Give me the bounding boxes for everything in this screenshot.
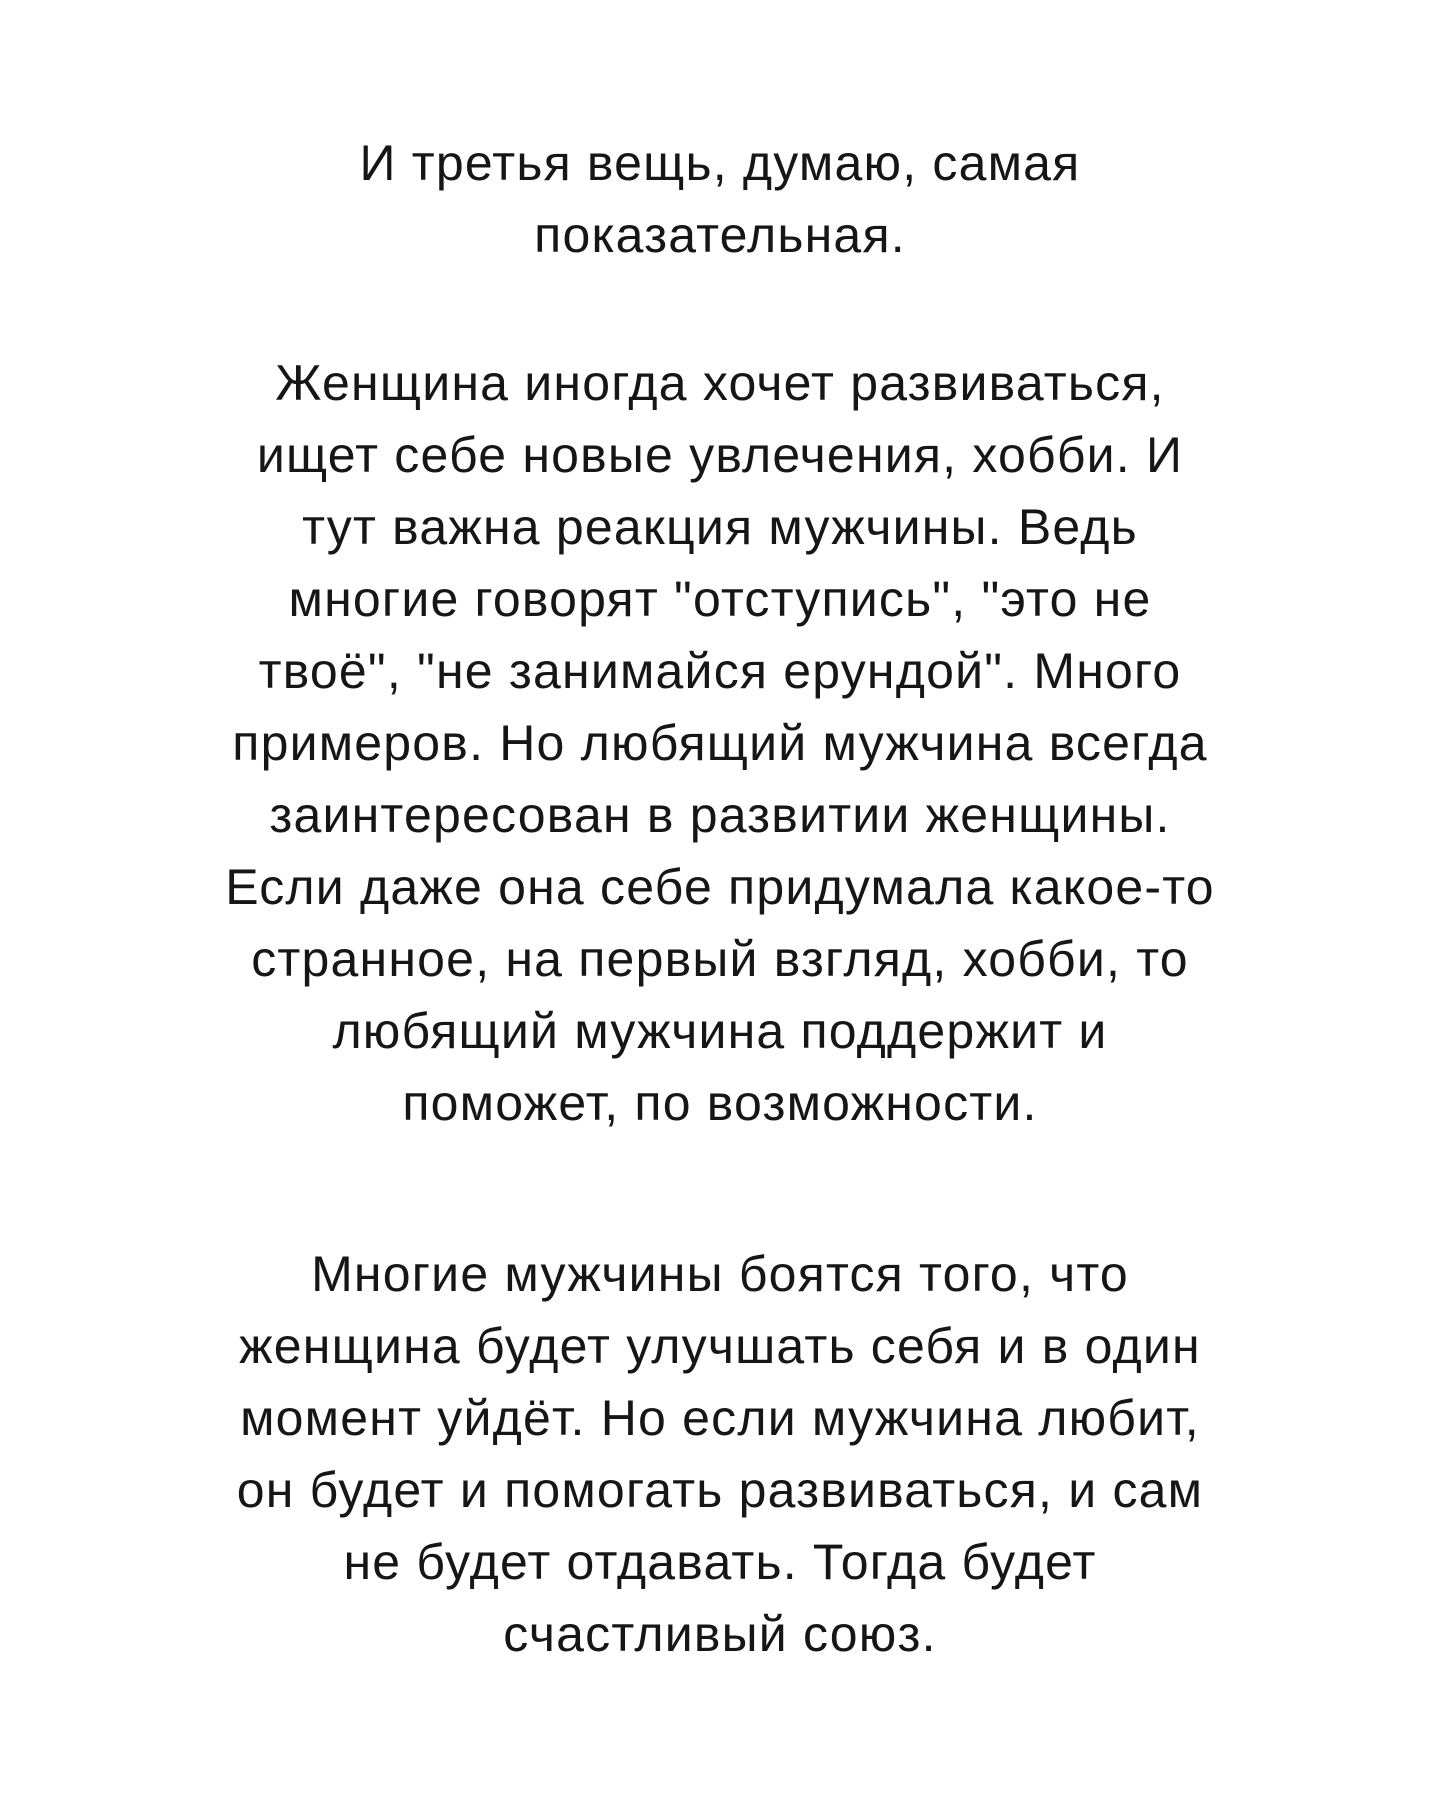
text-line: многие говорят "отступись", "это не [288,571,1152,627]
text-line: момент уйдёт. Но если мужчина любит, [240,1390,1200,1446]
text-line: Женщина иногда хочет развиваться, [275,355,1165,411]
text-line: счастливый союз. [503,1606,937,1662]
paragraph-conclusion [0,1238,1440,1670]
text-line: Если даже она себе придумала какое-то [225,859,1215,915]
text-line: не будет отдавать. Тогда будет [343,1534,1097,1590]
text-line: тут важна реакция мужчины. Ведь [302,499,1138,555]
text-line: поможет, по возможности. [402,1075,1038,1131]
text-line: Многие мужчины боятся того, что [311,1246,1129,1302]
text-line: заинтересован в развитии женщины. [269,787,1171,843]
paragraph-intro [0,127,1440,271]
text-line: он будет и помогать развиваться, и сам [236,1462,1204,1518]
text-line: ищет себе новые увлечения, хобби. И [256,427,1184,483]
paragraph-development [0,347,1440,1139]
text-line: твоё", "не занимайся ерундой". Много [258,643,1182,699]
text-line: женщина будет улучшать себя и в один [239,1318,1201,1374]
text-line: странное, на первый взгляд, хобби, то [251,931,1189,987]
text-line: И третья вещь, думаю, самая [359,135,1081,191]
text-line: примеров. Но любящий мужчина всегда [232,715,1208,771]
text-line: показательная. [534,207,906,263]
text-line: любящий мужчина поддержит и [332,1003,1108,1059]
